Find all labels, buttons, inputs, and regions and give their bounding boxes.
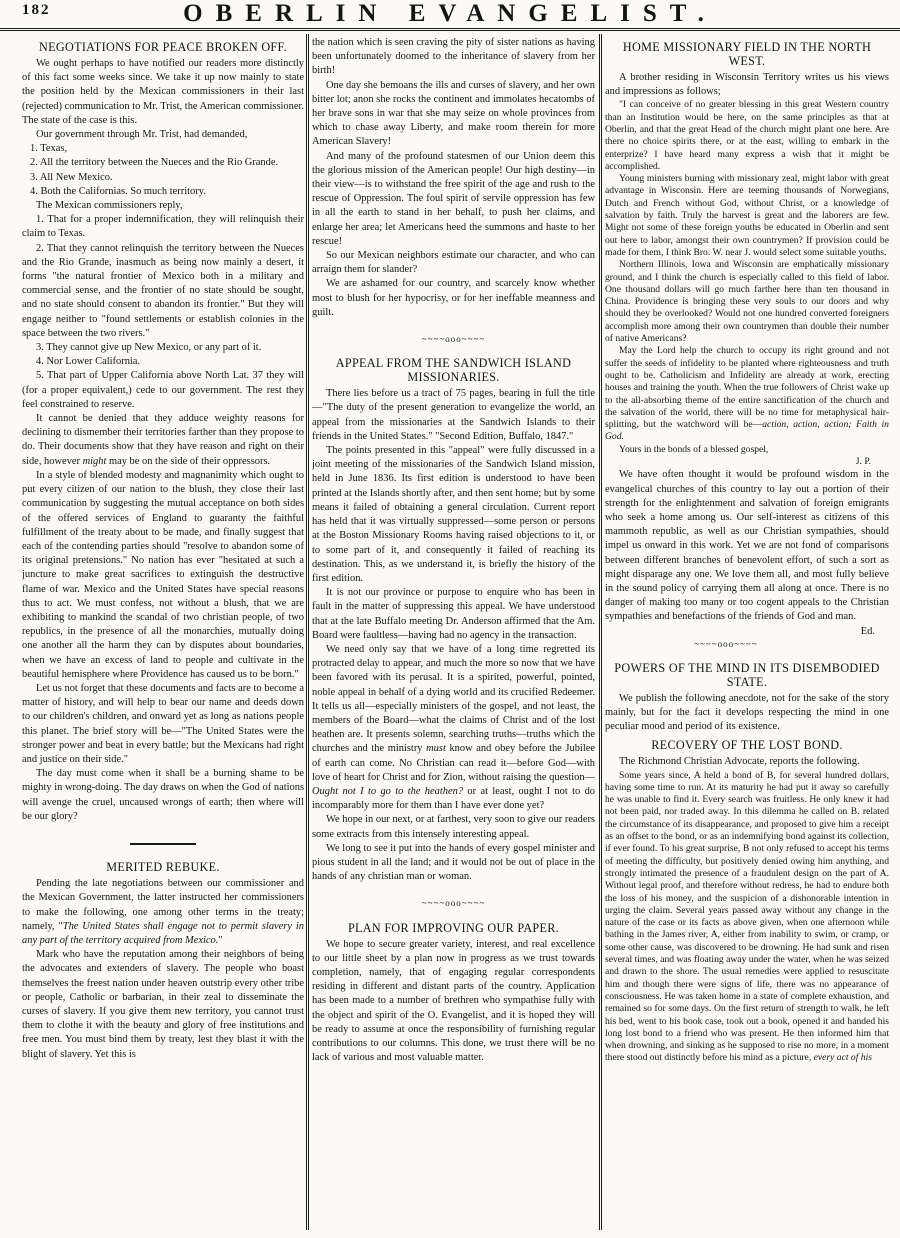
- paragraph: The points presented in this "appeal" were fully discussed in a joint meeting of the missionaries of the Sandwich Island mission, held in June 1836. Its first edition is understood to have been printed at the Islands shortly after, and then sent home; but by some means it failed of obtaining a general circulation. Current report has held that it was virtually suppressed—some person or persons at the Boston Missionary Rooms having raised objections to it, or to some part of it, and consequently it failed of reaching its destination. This, as we understand it, is briefly the history of the first edition.: [312, 445, 595, 584]
- paragraph: We publish the following anecdote, not for the sake of the story mainly, but for the fact it develops respecting the mind in one peculiar mood and period of its existence.: [605, 692, 889, 733]
- section-divider: [22, 836, 304, 850]
- section-divider: ~~~~ooo~~~~: [421, 898, 486, 909]
- column-1: [22, 36, 304, 1226]
- paragraph: In a style of blended modesty and magnanimity which ought to put every citizen of our nation to the blush, they close their last communication by suggesting the mutual acceptance on both sides of the offered services of England to guaranty the faithful fulfillment of the treaty about to be made, and finally suggest that each of the contending parties should "resolve to abandon some of its original pretensions." No nation has ever "hesitated at such a juncture to make great sacrifices to extinguish the destructive flame of war. Mexico and the United States have special reasons thus to act. We must confess, not without a blush, that we are exhibiting to mankind the scandal of two christian people, of two republics, in the presence of all the monarchies, mutually doing one another all the harm they can by disputes about boundaries, when we have an excess of land to people and cultivate in the beautiful hemisphere where Providence has caused us to be born.": [22, 469, 304, 680]
- paragraph: 3. They cannot give up New Mexico, or any part of it.: [36, 342, 262, 354]
- paragraph: "I can conceive of no greater blessing in this great Western country than an Institution would be here, on the same principles as that at Oberlin, and that the great Head of the church might plant one here. Are there no choice spirits there, or at the east, willing to embark in the enterprize? I have heard many express a wish that it might be accomplished.: [605, 99, 889, 172]
- paragraph: the nation which is seen craving the pity of sister nations as having been unfortunately doomed to the inheritance of slavery from her birth!: [312, 37, 595, 77]
- paragraph: Northern Illinois, Iowa and Wisconsin are emphatically missionary ground, and I think the church is especially called to this field of labor. One thousand dollars will go much farther here than ten thousand in China. Providence is bringing these very souls to our doors and why should they be overlooked? Would not one hundred converted foreigners accomplish more among their own countrymen than double their number of native Americans?: [605, 259, 889, 345]
- paragraph: A brother residing in Wisconsin Territory writes us his views and impressions as follows;: [605, 72, 889, 98]
- article-heading-home-missionary: HOME MISSIONARY FIELD IN THE NORTH WEST.: [622, 40, 872, 68]
- paragraph: One day she bemoans the ills and curses of slavery, and her own bitter lot; anon she rocks the continent and immolates hecatombs of her brave sons in war that she may seize on whole provinces from which to chase away Liberty, and make room therein for more American Slavery!: [312, 79, 595, 148]
- masthead: [0, 0, 900, 31]
- demands-list: [22, 142, 304, 199]
- paragraph: Yours in the bonds of a blessed gospel,: [619, 443, 769, 455]
- paragraph: We ought perhaps to have notified our readers more distinctly of this fact some weeks since. We take it up now mainly to state the position held by the Mexican commissioners in their last (rejected) communication to Mr. Trist, the American commissioner. The state of the case is this.: [22, 58, 304, 126]
- paragraph: Our government through Mr. Trist, had demanded,: [36, 129, 248, 141]
- paragraph: There lies before us a tract of 75 pages, bearing in full the title—"The duty of the present generation to evangelize the world, an appeal from the missionaries at the Sandwich Islands to their friends in the United States." "Second Edition, Buffalo, 1847.": [312, 388, 595, 442]
- list-item: 3. All New Mexico.: [30, 171, 113, 183]
- paragraph: The Richmond Christian Advocate, reports the following.: [619, 756, 860, 768]
- paragraph: Some years since, A held a bond of B, for several hundred dollars, having some time to run. At its maturity he had put it away so carefully he was unable to find it. Every search was fruitless. He only knew it had not been paid, nor traded away. In this dilemma he called on B. related the circumstance of its disappearance, and proposed to give him a receipt as an offset to the bond, or as an indemnifying bond against its collection, if ever found. To his great surprise, B not only refused to accept his terms of meeting the difficulty, but positively denied owing him anything, and strongly intimated the presence of a fraudulent design on the part of A. Without legal proof, and therefore without redress, he had to endure both the loss of his money, and the suspicion of a dishonorable intention in urging the claim. Several years passed away without any change in the nature of the case or its facts as above given, when one afternoon while bathing in the James river, A, either from inability to swim, or cramp, or some other cause, was discovered to be drowning. He had sunk and risen several times, and was floating away under the water, when he was seized and drawn to the shore. The usual remedies were applied to resuscitate him and though there were signs of life, there was no appearance of consciousness. He was taken home in a state of complete exhaustion, and remained so for some days. On the first return of strength to walk, he left his bed, went to his book case, took out a book, opened it and handed his long lost bond to a friend who was present. He then informed him that when drowning, and sinking as he supposed to rise no more, in a moment there stood out distinctly before his mind as a picture, every act of his: [605, 769, 889, 1064]
- article-heading-powers: POWERS OF THE MIND IN ITS DISEMBODIED STATE.: [614, 660, 880, 689]
- paragraph: We hope in our next, or at farthest, very soon to give our readers some extracts from this intensely interesting appeal.: [312, 814, 595, 840]
- paragraph: We are ashamed for our country, and scarcely know whether most to blush for her hypocrisy, or for her ineffable meanness and guilt.: [312, 278, 595, 318]
- column-rule-2: [599, 34, 602, 1230]
- section-divider: ~~~~ooo~~~~: [421, 334, 486, 345]
- page-number: 182: [22, 2, 51, 18]
- paragraph: 4. Nor Lower California.: [36, 356, 141, 368]
- paragraph: May the Lord help the church to occupy its right ground and not suffer the seeds of infidelity to be planted where righteousness and truth ought to be. Catholicism and Infidelity are already at work, erecting houses and training the youth. When the true followers of Christ wake up to the all-absorbing theme of the entire sanctification of the church and the salvation of the world, there will be no time for metaphysical hair-splitting, but the watchword will be—action, action, action; Faith in God.: [605, 345, 889, 443]
- paragraph: We need only say that we have of a long time regretted its protracted delay to appear, and much the more so now that we have been favored with its perusal. It is a spirited, powerful, pointed, noble appeal in behalf of a dying world and its crucified Redeemer. It tells us all—especially ministers of the gospel, and not least, the members of the Board—what the claims of Christ and of the lost heathen are. It presents solemn, searching truths—truths which the churches and the ministry must know and obey before the Jubilee of earth can come. No Christian can read it—before God—with love of heart for Christ and for Zion, without raising the question—Ought not I to go to the heathen? or at least, ought I not to do incomparably more for them than I have ever done yet?: [312, 643, 595, 812]
- signature: J. P.: [855, 456, 871, 468]
- paragraph: And many of the profound statesmen of our Union deem this the glorious mission of the American people! Our high destiny—in their view—is to withstand the free spirit of the age and rush to the rescue of Oppression. The foul spirit of servile oppression has few in all the earth to stand in her behalf, to push her claims, and enlarge her area; let Americans heed the summons and haste to her rescue!: [312, 150, 595, 247]
- article-heading-plan: PLAN FOR IMPROVING OUR PAPER.: [347, 920, 560, 935]
- paragraph: We have often thought it would be profound wisdom in the evangelical churches of this country to lay out a portion of their strength for the enlightenment and salvation of foreign emigrants who seek a home among us. Our self-interest as citizens of this mammoth republic, as well as our Christian sympathies, should impel us onward in this work. Yet we are not fond of comparisons between different branches of benevolent effort, of such a sort as might disparage any one. We love them all, and most fully believe in the sound policy of carrying them all along at once. There is no danger of making too many or too cogent appeals to the Christian sympathies and benefactions of the friends of God and man. Ed.: [605, 468, 889, 624]
- column-2: [312, 36, 595, 1226]
- paragraph: Mark who have the reputation among their neighbors of being the advocates and extenders of slavery. The people who boast themselves the freest nation under heaven outstrip every other tribe or people, Catholic or barbarian, in their zeal to disseminate the curses of slavery. If you give them new territory, you cannot trust them to clothe it with the beauty and glory of free institutions and free men. You must bind them by treaty, lest they blast it with the blight of slavery. Yet this is: [22, 949, 304, 1060]
- list-item: 4. Both the Californias. So much territory.: [30, 185, 206, 197]
- paragraph: 1. That for a proper indemnification, they will relinquish their claim to Texas.: [22, 214, 304, 240]
- article-heading-appeal: APPEAL FROM THE SANDWICH ISLAND MISSIONARIES.: [335, 356, 572, 385]
- paragraph: The Mexican commissioners reply,: [36, 200, 183, 212]
- paragraph: We hope to secure greater variety, interest, and real excellence to our little sheet by a plan now in progress as we trust towards completion, namely, that of engaging regular correspondents residing in different and distant parts of the country. Application has been made to a number of brethren who sympathise fully with the object and spirit of the O. Evangelist, and it is hoped they will be ready to assume at once the responsibility of furnishing regular contributions to our columns. This done, we trust there will be no lack of various and most valuable matter.: [312, 938, 595, 1064]
- paragraph: The day must come when it shall be a burning shame to be mighty in wrong-doing. The day draws on when the God of nations will avenge the cruel, uncaused wrongs of earth; then where will be our glory?: [22, 768, 304, 822]
- anecdote-body: [605, 770, 889, 1065]
- column-3: [605, 36, 889, 1226]
- paragraph: Young ministers burning with missionary zeal, might labor with great advantage in Wisconsin. Here are teeming thousands of Norwegians, Dutch and French without God, without Christ, or a knowledge of salvation by faith. Truly the harvest is great and the laborers are few. Might not some of these foreign youths be educated in Oberlin and sent out here to labor, amongst their own countrymen? If provision could be made for them, I think Bro. W. near J. would select some suitable youths.: [605, 173, 889, 258]
- paragraph: It is not our province or purpose to enquire who has been in fault in the matter of suppressing this appeal. We have understood that at the late Buffalo meeting Dr. Anderson affirmed that the Am. Board were faultless—having had no agency in the transaction.: [312, 587, 595, 641]
- paragraph: 2. That they cannot relinquish the territory between the Nueces and the Rio Grande, inasmuch as being now mainly a desert, it forms "the natural frontier of Mexico both in a military and commercial sense, and the frontier of no state should be sought, and no state should consent to abandon its frontier." But they will engage neither to "found settlements or establish colonies in the space between the two rivers.": [22, 242, 304, 339]
- paragraph: It cannot be denied that they adduce weighty reasons for declining to dismember their territories farther than they propose to do. Their documents show that they have reason and right on their side, however might may be on the side of their oppressors.: [22, 413, 304, 467]
- article-heading-negotiations: NEGOTIATIONS FOR PEACE BROKEN OFF.: [39, 40, 287, 54]
- paragraph: 5. That part of Upper California above North Lat. 37 they will (for a proper equivalent,) cede to our government. The rest they feel constrained to reserve.: [22, 370, 304, 410]
- editor-mark: Ed.: [860, 625, 875, 637]
- section-divider: ~~~~ooo~~~~: [694, 638, 758, 649]
- letter-body: [605, 99, 889, 468]
- newspaper-title: OBERLIN EVANGELIST.: [183, 0, 717, 27]
- article-subheading-lost-bond: RECOVERY OF THE LOST BOND.: [651, 738, 843, 753]
- column-rule-1: [306, 34, 309, 1230]
- list-item: 2. All the territory between the Nueces and the Rio Grande.: [30, 157, 279, 169]
- paragraph: So our Mexican neighbors estimate our character, and who can arraign them for slander?: [312, 250, 595, 276]
- article-heading-rebuke: MERITED REBUKE.: [106, 860, 220, 875]
- paragraph: Let us not forget that these documents and facts are to become a matter of history, and will help to bear our name and deeds down to our children's children, and onward yet as long as nations people this planet. The brief story will be—"The United States were the stronger power and beat in every battle; but the Mexicans had right and justice on their side.": [22, 682, 304, 765]
- paragraph: Pending the late negotiations between our commissioner and the Mexican Government, the latter instructed her commissioners to make the following, one among other terms in the treaty; namely, "The United States shall engage not to permit slavery in any part of the territory acquired from Mexico.": [22, 878, 304, 946]
- paragraph: We long to see it put into the hands of every gospel minister and pious student in all the land; and it would not be out of place in the hands of any christian man or woman.: [312, 842, 595, 883]
- list-item: 1. Texas,: [30, 143, 68, 155]
